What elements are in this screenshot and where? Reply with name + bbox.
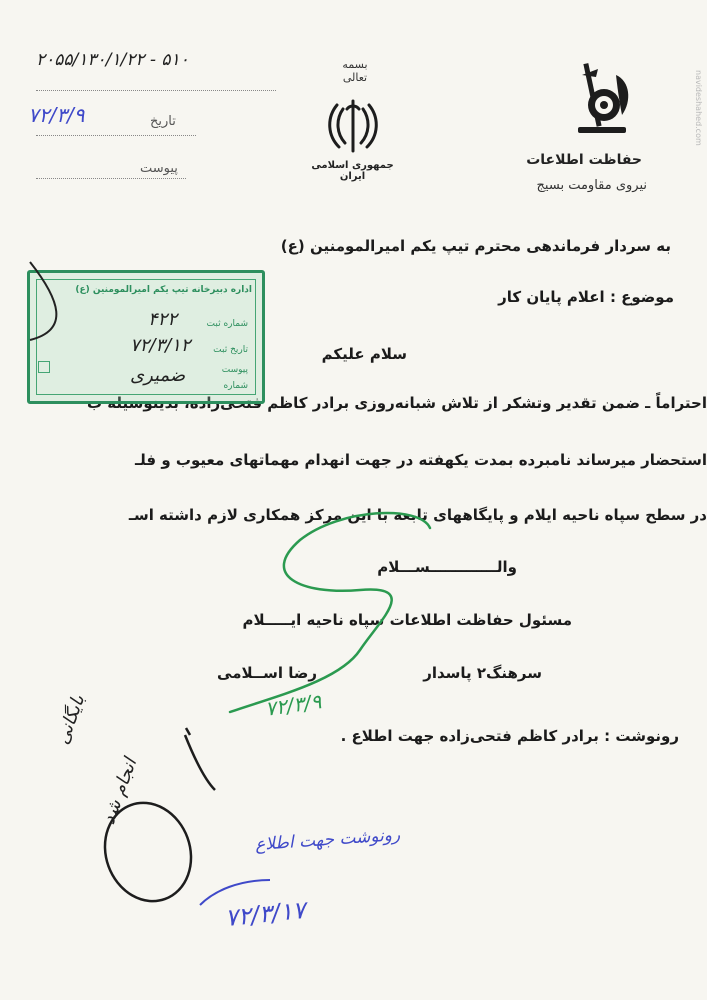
stamp-signature: ضمیری [130, 365, 186, 386]
green-signature-stroke [230, 513, 430, 712]
body-line-2: استحضار میرساند نامبرده بمدت یکهفته در جهت انهدام مهماتهای معیوب و فلـ [135, 451, 707, 469]
left-note-archive: بایگانی [52, 692, 90, 748]
bottom-date: ۷۲/۳/۱۷ [223, 895, 307, 933]
subject-text: اعلام پایان کار [498, 288, 605, 306]
government-label: جمهوری اسلامی ایران [311, 160, 394, 182]
organization-unit: نیروی مقاومت بسیج [536, 178, 647, 193]
stamp-number-value: ۴۲۲ [148, 309, 178, 330]
watermark: navideshahed.com [694, 70, 703, 146]
stamp-extra-label: شماره [223, 381, 248, 391]
recipient-line: به سردار فرماندهی محترم تیپ یکم امیرالمومنین (ع) [280, 237, 671, 255]
date-value: ۷۲/۳/۹ [28, 103, 85, 127]
body-line-3: در سطح سپاه ناحیه ایلام و پایگاههای تابعه با این مرکز همکاری لازم داشته اسـ [128, 506, 707, 524]
closing: والـــــــــــــســـلام [377, 558, 517, 576]
stamp-header: اداره دبیرخانه تیپ یکم امیرالمومنین (ع) [75, 285, 252, 295]
besmellah: بسمه تعالی [342, 58, 368, 84]
stamp-date-value: ۷۲/۳/۱۲ [130, 335, 191, 356]
reference-number: ۲۰۵۵/۱۳۰/۱/۲۲ - ۵۱۰ [36, 50, 189, 70]
sender-name: رضا اســلامی [217, 664, 317, 682]
stamp-attach-label: پیوست [221, 365, 248, 375]
date-label: تاریخ [150, 114, 176, 129]
subject-label: موضوع : [609, 288, 674, 306]
bottom-note: رونوشت جهت اطلاع [254, 824, 401, 856]
left-mark-stroke [185, 735, 215, 790]
green-signature-date: ۷۲/۳/۹ [263, 689, 323, 721]
body-line-1: احتراماً ـ ضمن تقدیر وتشکر از تلاش شبانه‌روزی برادر کاظم فتحی‌زاده، بدینوسیله ب [87, 394, 707, 412]
stamp-tick-stroke [30, 262, 56, 340]
sender-title: مسئول حفاظت اطلاعات سپاه ناحیه ایـــــلام [242, 611, 572, 629]
stamp-date-label: تاریخ ثبت [213, 345, 248, 355]
organization-name: حفاظت اطلاعات [526, 152, 642, 168]
cc-label: رونوشت : [604, 727, 679, 745]
sender-rank: سرهنگ۲ پاسدار [423, 664, 542, 682]
stamp-number-label: شماره ثبت [206, 319, 248, 329]
cc-text: برادر کاظم فتحی‌زاده جهت اطلاع . [340, 727, 599, 745]
greeting: سلام علیکم [321, 345, 407, 363]
left-note-done: انجام شد [98, 755, 142, 828]
attachment-label: پیوست [140, 161, 178, 176]
